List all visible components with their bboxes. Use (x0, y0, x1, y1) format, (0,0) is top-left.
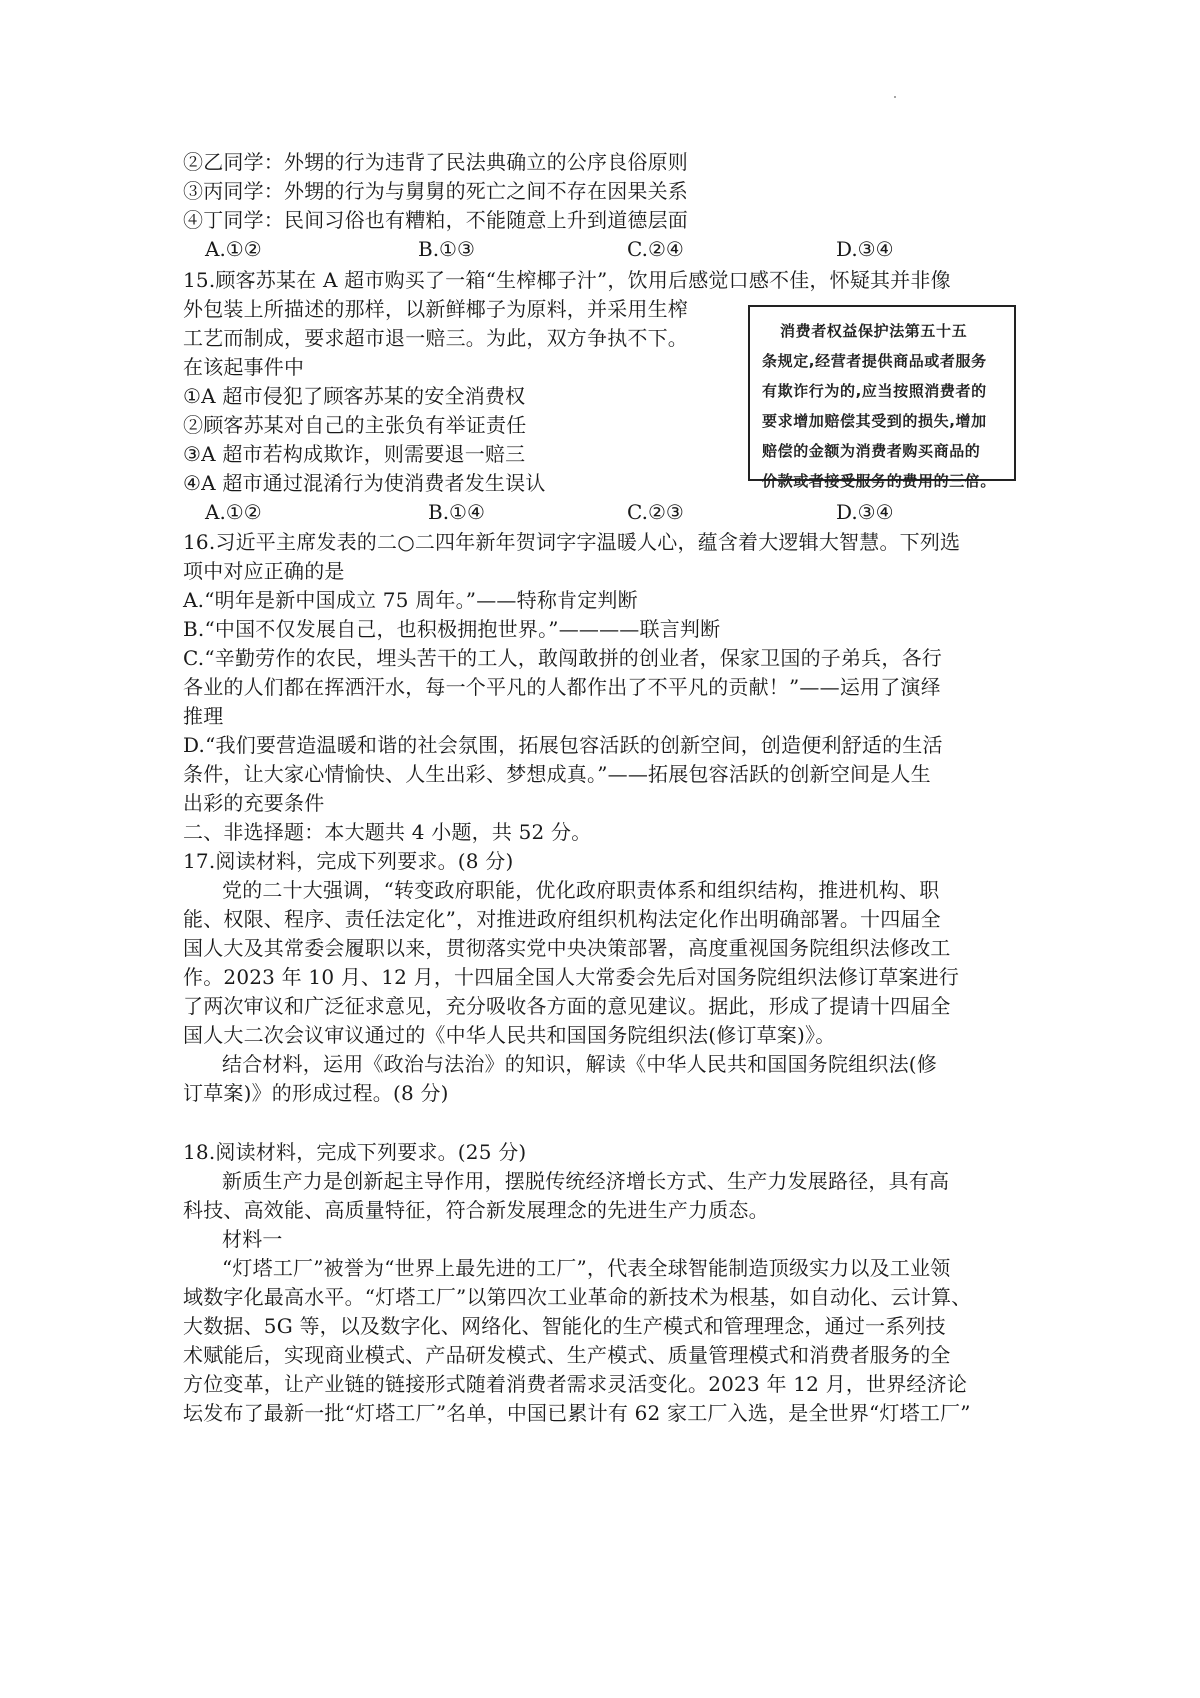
q14-statement-2: ②乙同学：外甥的行为违背了民法典确立的公序良俗原则 (183, 150, 688, 174)
q17-question-line: 订草案)》的形成过程。(8 分) (183, 1081, 449, 1105)
q17-paragraph-line: 党的二十大强调，“转变政府职能，优化政府职责体系和组织结构，推进机构、职 (222, 878, 940, 902)
q18-material-line: “灯塔工厂”被誉为“世界上最先进的工厂”，代表全球智能制造顶级实力以及工业领 (222, 1256, 951, 1280)
q14-option-a: A.①② (205, 237, 262, 261)
q14-statement-4: ④丁同学：民间习俗也有糟粕，不能随意上升到道德层面 (183, 208, 688, 232)
q17-paragraph-line: 国人大及其常委会履职以来，贯彻落实党中央决策部署，高度重视国务院组织法修改工 (183, 936, 951, 960)
section-heading: 二、非选择题：本大题共 4 小题，共 52 分。 (183, 820, 592, 844)
excerpt-line: 有欺诈行为的,应当按照消费者的 (762, 382, 987, 400)
excerpt-line: 价款或者接受服务的费用的三倍。 (762, 472, 997, 490)
q16-stem-line-2: 项中对应正确的是 (183, 559, 345, 583)
q15-statement-2: ②顾客苏某对自己的主张负有举证责任 (183, 413, 527, 437)
q16-option-c-line-3: 推理 (183, 704, 224, 728)
q14-option-c: C.②④ (627, 237, 684, 261)
q15-statement-3: ③A 超市若构成欺诈，则需要退一赔三 (183, 442, 526, 466)
excerpt-line: 要求增加赔偿其受到的损失,增加 (762, 412, 987, 430)
q16-option-c-line-1: C.“辛勤劳作的农民，埋头苦干的工人，敢闯敢拼的创业者，保家卫国的子弟兵，各行 (183, 646, 942, 670)
consumer-law-excerpt-box (748, 305, 1016, 490)
q16-option-d-line-2: 条件，让大家心情愉快、人生出彩、梦想成真。”——拓展包容活跃的创新空间是人生 (183, 762, 931, 786)
q15-option-a: A.①② (205, 500, 262, 524)
excerpt-line: 消费者权益保护法第五十五 (780, 322, 968, 340)
q16-option-b: B.“中国不仅发展自己，也积极拥抱世界。”————联言判断 (183, 617, 721, 641)
q15-statement-4: ④A 超市通过混淆行为使消费者发生误认 (183, 471, 546, 495)
q17-paragraph-line: 国人大二次会议审议通过的《中华人民共和国国务院组织法(修订草案)》。 (183, 1023, 836, 1047)
q16-stem-line-1: 16.习近平主席发表的二○二四年新年贺词字字温暖人心，蕴含着大逻辑大智慧。下列选 (183, 530, 961, 554)
q15-stem-line-1: 15.顾客苏某在 A 超市购买了一箱“生榨椰子汁”，饮用后感觉口感不佳，怀疑其并非像 (183, 268, 951, 292)
q17-paragraph-line: 作。2023 年 10 月、12 月，十四届全国人大常委会先后对国务院组织法修订草案进行 (183, 965, 960, 989)
q18-material-line: 坛发布了最新一批“灯塔工厂”名单，中国已累计有 62 家工厂入选，是全世界“灯塔工厂” (183, 1401, 971, 1425)
q15-stem-line-4: 在该起事件中 (183, 355, 305, 379)
q14-option-b: B.①③ (418, 237, 475, 261)
q16-option-a: A.“明年是新中国成立 75 周年。”——特称肯定判断 (183, 588, 638, 612)
q15-option-c: C.②③ (627, 500, 684, 524)
excerpt-line: 赔偿的金额为消费者购买商品的 (762, 442, 981, 460)
q15-stem-line-2: 外包装上所描述的那样，以新鲜椰子为原料，并采用生榨 (183, 297, 688, 321)
q18-intro-line: 科技、高效能、高质量特征，符合新发展理念的先进生产力质态。 (183, 1198, 769, 1222)
q18-material-label: 材料一 (222, 1227, 283, 1251)
q18-material-line: 大数据、5G 等，以及数字化、网络化、智能化的生产模式和管理理念，通过一系列技 (183, 1314, 946, 1338)
q16-option-c-line-2: 各业的人们都在挥洒汗水，每一个平凡的人都作出了不平凡的贡献！”——运用了演绎 (183, 675, 941, 699)
excerpt-line: 条规定,经营者提供商品或者服务 (762, 352, 987, 370)
q14-statement-3: ③丙同学：外甥的行为与舅舅的死亡之间不存在因果关系 (183, 179, 688, 203)
q15-stem-line-3: 工艺而制成，要求超市退一赔三。为此，双方争执不下。 (183, 326, 688, 350)
q17-paragraph-line: 了两次审议和广泛征求意见，充分吸收各方面的意见建议。据此，形成了提请十四届全 (183, 994, 951, 1018)
q16-option-d-line-3: 出彩的充要条件 (183, 791, 325, 815)
q18-material-line: 域数字化最高水平。“灯塔工厂”以第四次工业革命的新技术为根基，如自动化、云计算、 (183, 1285, 972, 1309)
q17-question-line: 结合材料，运用《政治与法治》的知识，解读《中华人民共和国国务院组织法(修 (222, 1052, 938, 1076)
q15-option-d: D.③④ (836, 500, 894, 524)
q15-statement-1: ①A 超市侵犯了顾客苏某的安全消费权 (183, 384, 526, 408)
q18-material-line: 方位变革，让产业链的链接形式随着消费者需求灵活变化。2023 年 12 月，世界经济论 (183, 1372, 968, 1396)
q18-intro-line: 新质生产力是创新起主导作用，摆脱传统经济增长方式、生产力发展路径，具有高 (222, 1169, 950, 1193)
q15-option-b: B.①④ (428, 500, 485, 524)
q18-title: 18.阅读材料，完成下列要求。(25 分) (183, 1140, 527, 1164)
q14-option-d: D.③④ (836, 237, 894, 261)
q17-title: 17.阅读材料，完成下列要求。(8 分) (183, 849, 514, 873)
scan-dot (894, 96, 896, 98)
q16-option-d-line-1: D.“我们要营造温暖和谐的社会氛围，拓展包容活跃的创新空间，创造便利舒适的生活 (183, 733, 943, 757)
q18-material-line: 术赋能后，实现商业模式、产品研发模式、生产模式、质量管理模式和消费者服务的全 (183, 1343, 951, 1367)
q17-paragraph-line: 能、权限、程序、责任法定化”，对推进政府组织机构法定化作出明确部署。十四届全 (183, 907, 941, 931)
